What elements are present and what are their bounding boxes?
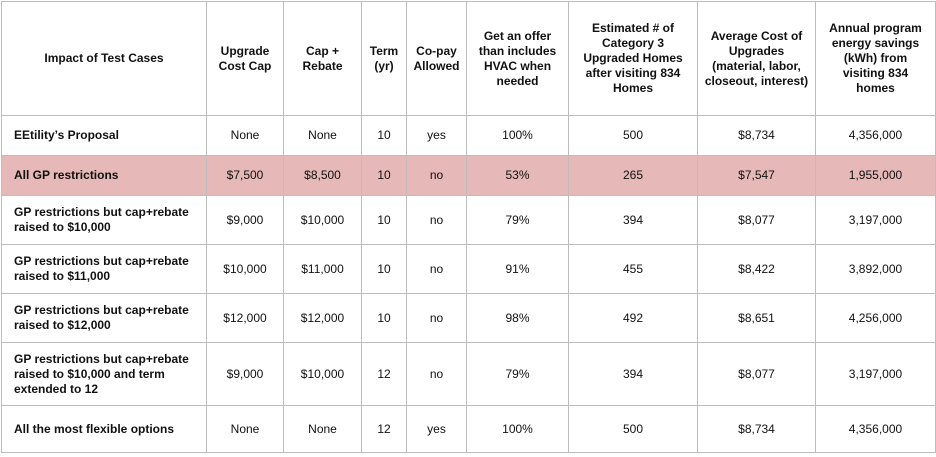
cell-hvac-offer: 100% — [467, 116, 569, 156]
cell-upgrade-cost-cap: None — [207, 406, 284, 453]
cell-cap-rebate: None — [284, 116, 362, 156]
cell-hvac-offer: 91% — [467, 245, 569, 294]
cell-cap-rebate: $12,000 — [284, 294, 362, 343]
cell-hvac-offer: 79% — [467, 343, 569, 406]
cell-upgrade-cost-cap: $12,000 — [207, 294, 284, 343]
row-label: GP restrictions but cap+rebate raised to $11,000 — [2, 245, 207, 294]
row-label: GP restrictions but cap+rebate raised to $12,000 — [2, 294, 207, 343]
cell-average-cost: $8,734 — [698, 116, 816, 156]
cell-energy-savings: 3,892,000 — [816, 245, 936, 294]
header-upgrade-cost-cap: Upgrade Cost Cap — [207, 2, 284, 116]
table-row-highlighted — [2, 156, 936, 196]
header-energy-savings: Annual program energy savings (kWh) from visiting 834 homes — [816, 2, 936, 116]
row-label: EEtility’s Proposal — [2, 116, 207, 156]
cell-average-cost: $8,651 — [698, 294, 816, 343]
cell-hvac-offer: 98% — [467, 294, 569, 343]
header-cap-rebate: Cap + Rebate — [284, 2, 362, 116]
cell-energy-savings: 4,256,000 — [816, 294, 936, 343]
cell-upgrade-cost-cap: None — [207, 116, 284, 156]
header-average-cost: Average Cost of Upgrades (material, labor, closeout, interest) — [698, 2, 816, 116]
test-cases-table — [1, 1, 936, 453]
cell-hvac-offer: 53% — [467, 156, 569, 196]
cell-hvac-offer: 79% — [467, 196, 569, 245]
cell-average-cost: $8,422 — [698, 245, 816, 294]
cell-average-cost: $8,077 — [698, 343, 816, 406]
table-row — [2, 196, 936, 245]
cell-energy-savings: 4,356,000 — [816, 406, 936, 453]
cell-term: 10 — [362, 116, 407, 156]
cell-copay: no — [407, 156, 467, 196]
cell-estimated-homes: 500 — [569, 116, 698, 156]
cell-copay: yes — [407, 116, 467, 156]
row-label: All GP restrictions — [2, 156, 207, 196]
header-estimated-homes: Estimated # of Category 3 Upgraded Homes after visiting 834 Homes — [569, 2, 698, 116]
cell-term: 10 — [362, 294, 407, 343]
header-impact-of-test-cases: Impact of Test Cases — [2, 2, 207, 116]
header-hvac-offer: Get an offer than includes HVAC when needed — [467, 2, 569, 116]
cell-term: 12 — [362, 343, 407, 406]
cell-cap-rebate: None — [284, 406, 362, 453]
cell-estimated-homes: 394 — [569, 343, 698, 406]
cell-hvac-offer: 100% — [467, 406, 569, 453]
cell-term: 12 — [362, 406, 407, 453]
cell-upgrade-cost-cap: $9,000 — [207, 343, 284, 406]
cell-cap-rebate: $10,000 — [284, 343, 362, 406]
cell-cap-rebate: $8,500 — [284, 156, 362, 196]
cell-energy-savings: 1,955,000 — [816, 156, 936, 196]
cell-cap-rebate: $10,000 — [284, 196, 362, 245]
cell-copay: yes — [407, 406, 467, 453]
header-copay-allowed: Co-pay Allowed — [407, 2, 467, 116]
table-row — [2, 116, 936, 156]
cell-copay: no — [407, 294, 467, 343]
cell-estimated-homes: 394 — [569, 196, 698, 245]
cell-energy-savings: 3,197,000 — [816, 196, 936, 245]
cell-average-cost: $8,734 — [698, 406, 816, 453]
cell-estimated-homes: 265 — [569, 156, 698, 196]
cell-estimated-homes: 455 — [569, 245, 698, 294]
cell-energy-savings: 4,356,000 — [816, 116, 936, 156]
cell-copay: no — [407, 343, 467, 406]
cell-term: 10 — [362, 156, 407, 196]
cell-average-cost: $8,077 — [698, 196, 816, 245]
cell-energy-savings: 3,197,000 — [816, 343, 936, 406]
cell-term: 10 — [362, 196, 407, 245]
cell-copay: no — [407, 196, 467, 245]
cell-upgrade-cost-cap: $7,500 — [207, 156, 284, 196]
table-row — [2, 294, 936, 343]
row-label: GP restrictions but cap+rebate raised to $10,000 and term extended to 12 — [2, 343, 207, 406]
cell-estimated-homes: 492 — [569, 294, 698, 343]
header-row — [2, 2, 936, 116]
table-row — [2, 406, 936, 453]
header-term: Term (yr) — [362, 2, 407, 116]
cell-estimated-homes: 500 — [569, 406, 698, 453]
row-label: All the most flexible options — [2, 406, 207, 453]
cell-copay: no — [407, 245, 467, 294]
cell-term: 10 — [362, 245, 407, 294]
row-label: GP restrictions but cap+rebate raised to $10,000 — [2, 196, 207, 245]
cell-cap-rebate: $11,000 — [284, 245, 362, 294]
table-row — [2, 245, 936, 294]
table-row — [2, 343, 936, 406]
cell-average-cost: $7,547 — [698, 156, 816, 196]
cell-upgrade-cost-cap: $10,000 — [207, 245, 284, 294]
cell-upgrade-cost-cap: $9,000 — [207, 196, 284, 245]
